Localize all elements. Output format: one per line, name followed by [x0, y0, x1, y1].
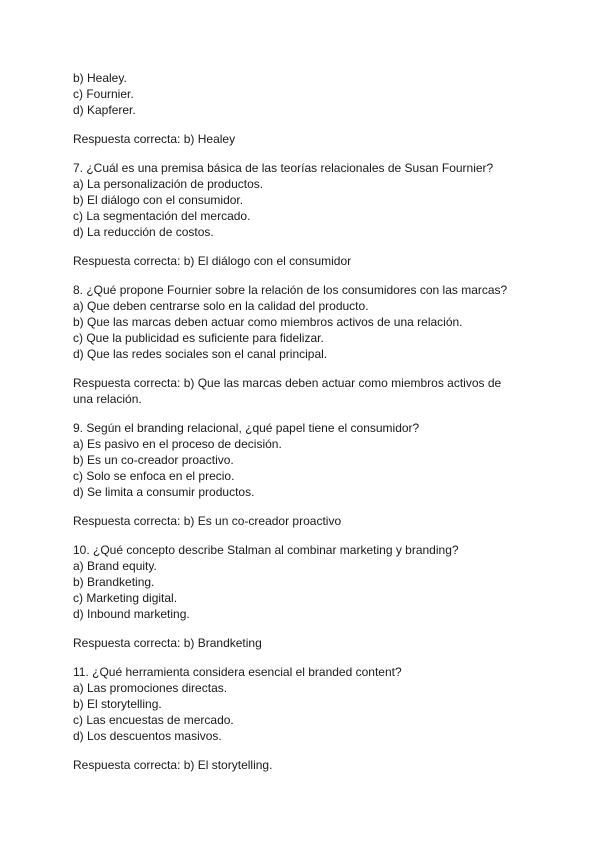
answer-line: Respuesta correcta: b) Healey	[73, 132, 236, 146]
option-line: a) Las promociones directas.	[73, 681, 228, 695]
answer-line: Respuesta correcta: b) Brandketing	[73, 636, 262, 650]
question-text: 11. ¿Qué herramienta considera esencial el branded content?	[73, 665, 402, 679]
option-line: c) Marketing digital.	[73, 591, 178, 605]
option-line: c) Que la publicidad es suficiente para fidelizar.	[73, 331, 324, 345]
question-text: 8. ¿Qué propone Fournier sobre la relación de los consumidores con las marcas?	[73, 283, 508, 297]
option-line: b) Brandketing.	[73, 575, 155, 589]
option-line: d) Se limita a consumir productos.	[73, 485, 255, 499]
question-block	[73, 160, 528, 240]
option-line: d) Kapferer.	[73, 103, 136, 117]
option-line: b) Healey.	[73, 71, 127, 85]
option-line: c) La segmentación del mercado.	[73, 209, 251, 223]
option-line: a) Es pasivo en el proceso de decisión.	[73, 437, 282, 451]
question-text: 7. ¿Cuál es una premisa básica de las teorías relacionales de Susan Fournier?	[73, 161, 494, 175]
question-text: 9. Según el branding relacional, ¿qué papel tiene el consumidor?	[73, 421, 420, 435]
option-line: b) El storytelling.	[73, 697, 162, 711]
answer-line: Respuesta correcta: b) El storytelling.	[73, 758, 273, 772]
option-line: c) Fournier.	[73, 87, 134, 101]
option-line: d) Inbound marketing.	[73, 607, 190, 621]
option-line: b) El diálogo con el consumidor.	[73, 193, 244, 207]
question-block	[73, 282, 528, 362]
question-text: 10. ¿Qué concepto describe Stalman al combinar marketing y branding?	[73, 543, 459, 557]
answer-line: Respuesta correcta: b) Que las marcas deben actuar como miembros activos de una relación.	[73, 376, 502, 406]
answer-line: Respuesta correcta: b) Es un co-creador proactivo	[73, 514, 342, 528]
option-line: a) La personalización de productos.	[73, 177, 264, 191]
intro-options	[73, 70, 528, 118]
question-block	[73, 542, 528, 622]
option-line: d) La reducción de costos.	[73, 225, 214, 239]
option-line: b) Que las marcas deben actuar como miembros activos de una relación.	[73, 315, 463, 329]
option-line: d) Que las redes sociales son el canal principal.	[73, 347, 328, 361]
question-block	[73, 664, 528, 744]
answer-line: Respuesta correcta: b) El diálogo con el consumidor	[73, 254, 352, 268]
option-line: d) Los descuentos masivos.	[73, 729, 222, 743]
option-line: c) Solo se enfoca en el precio.	[73, 469, 235, 483]
quiz-content	[73, 70, 528, 773]
option-line: a) Que deben centrarse solo en la calidad del producto.	[73, 299, 369, 313]
option-line: b) Es un co-creador proactivo.	[73, 453, 234, 467]
question-block	[73, 420, 528, 500]
option-line: a) Brand equity.	[73, 559, 157, 573]
option-line: c) Las encuestas de mercado.	[73, 713, 234, 727]
